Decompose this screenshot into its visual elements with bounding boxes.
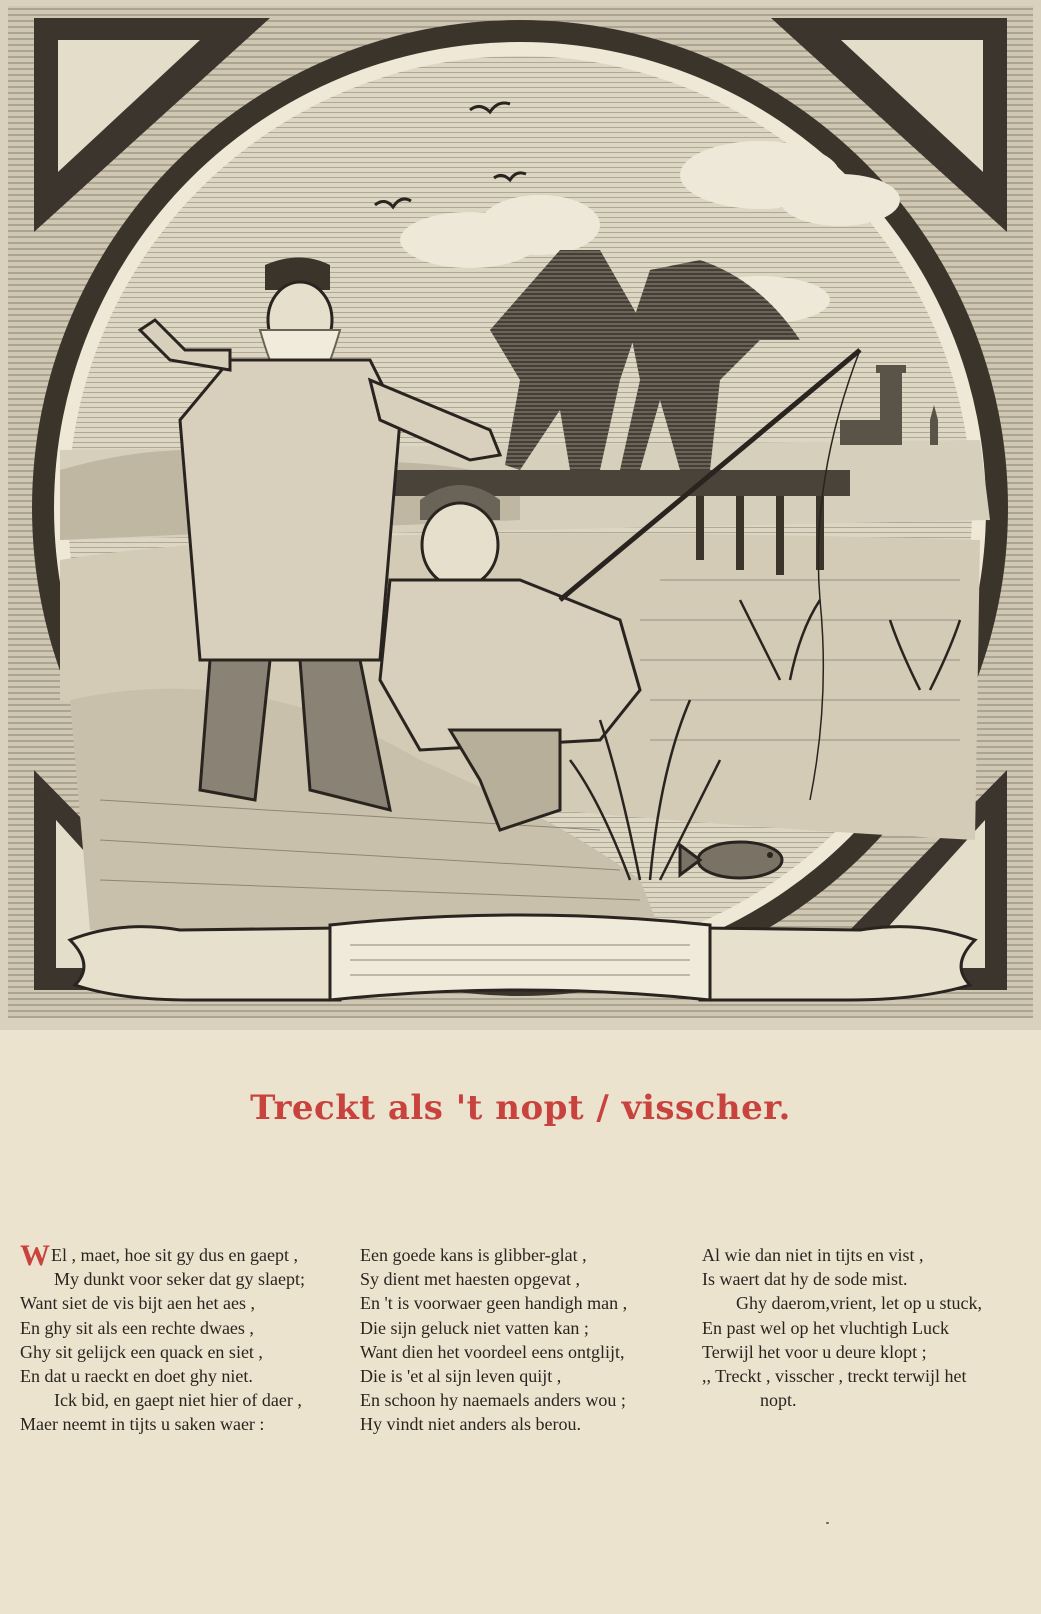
- poem-line: Terwijl het voor u deure klopt ;: [702, 1341, 927, 1362]
- poem-line: Die is 'et al sijn leven quijt ,: [360, 1365, 562, 1386]
- poem-line: Ghy daerom,vrient, let op u stuck,: [736, 1293, 982, 1314]
- poem-line: En 't is voorwaer geen handigh man ,: [360, 1293, 628, 1314]
- poem-column-3: [702, 1243, 1032, 1412]
- poem-line: Die sijn geluck niet vatten kan ;: [360, 1317, 589, 1338]
- poem-line: Een goede kans is glibber-glat ,: [360, 1245, 587, 1265]
- poem-line: Maer neemt in tijts u saken waer :: [20, 1414, 265, 1435]
- poem-line: En past wel op het vluchtigh Luck: [702, 1317, 949, 1338]
- poem-line: My dunkt voor seker dat gy slaept;: [54, 1269, 305, 1290]
- drop-cap: W: [20, 1239, 50, 1272]
- poem-line: Ghy sit gelijck een quack en siet ,: [20, 1341, 263, 1362]
- poem-title: Treckt als 't nopt / visscher.: [250, 1088, 791, 1128]
- poem-line: nopt.: [760, 1390, 797, 1411]
- poem-line: Want dien het voordeel eens ontglijt,: [360, 1341, 625, 1362]
- poem-line: En schoon hy naemaels anders wou ;: [360, 1390, 626, 1411]
- poem-line: En dat u raeckt en doet ghy niet.: [20, 1365, 253, 1386]
- poem-line: Al wie dan niet in tijts en vist ,: [702, 1245, 924, 1265]
- poem-line: ,, Treckt , visscher , treckt terwijl het: [702, 1365, 967, 1386]
- paper-speck: [826, 1522, 829, 1524]
- poem-column-2: [360, 1243, 690, 1437]
- poem-line: Sy dient met haesten opgevat ,: [360, 1269, 580, 1290]
- poem-line: Want siet de vis bijt aen het aes ,: [20, 1293, 255, 1314]
- poem-line: WEl , maet, hoe sit gy dus en gaept ,: [20, 1239, 298, 1272]
- poem-line: Ick bid, en gaept niet hier of daer ,: [54, 1390, 302, 1411]
- poem-line: Hy vindt niet anders als berou.: [360, 1414, 581, 1435]
- poem-line: En ghy sit als een rechte dwaes ,: [20, 1317, 254, 1338]
- poem-line: Is waert dat hy de sode mist.: [702, 1269, 908, 1290]
- poem-column-1: [20, 1239, 350, 1437]
